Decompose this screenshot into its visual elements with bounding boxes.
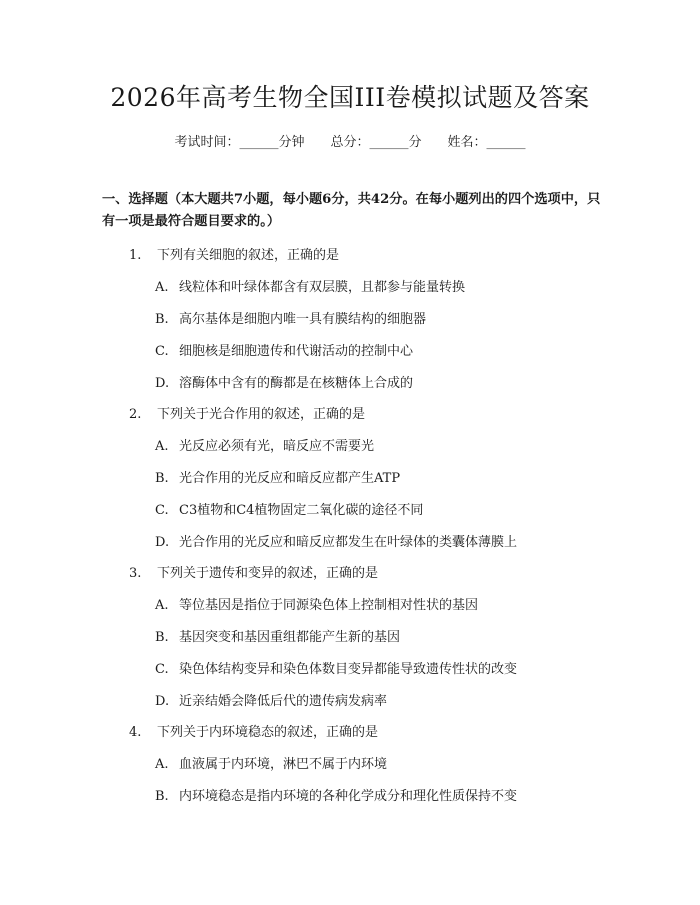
question-1-option-d (155, 372, 413, 391)
option-letter: B. (155, 312, 169, 327)
option-letter: B. (155, 789, 169, 804)
question-3-option-d (155, 690, 387, 709)
question-stem: 下列关于光合作用的叙述，正确的是 (157, 407, 366, 422)
question-1-option-b (155, 308, 426, 327)
question-3-option-a (155, 594, 478, 613)
page-title: 2026年高考生物全国III卷模拟试题及答案 (110, 83, 590, 112)
exam-meta (0, 131, 700, 150)
total-score-field: 总分：______分 (330, 135, 422, 150)
option-text: 溶酶体中含有的酶都是在核糖体上合成的 (179, 376, 414, 391)
option-text: 光合作用的光反应和暗反应都发生在叶绿体的类囊体薄膜上 (179, 535, 518, 550)
question-3 (129, 562, 378, 581)
option-text: 线粒体和叶绿体都含有双层膜，且都参与能量转换 (179, 280, 466, 295)
option-text: 染色体结构变异和染色体数目变异都能导致遗传性状的改变 (179, 662, 518, 677)
option-text: 光合作用的光反应和暗反应都产生ATP (179, 471, 401, 486)
student-name-field: 姓名：______ (447, 135, 526, 150)
question-stem: 下列有关细胞的叙述，正确的是 (157, 248, 340, 263)
option-letter: A. (155, 280, 169, 295)
question-number: 1. (129, 248, 142, 263)
question-4 (129, 721, 378, 740)
question-2 (129, 403, 365, 422)
option-letter: D. (155, 694, 170, 709)
option-letter: B. (155, 471, 169, 486)
option-text: 等位基因是指位于同源染色体上控制相对性状的基因 (179, 598, 479, 613)
option-letter: B. (155, 630, 169, 645)
option-text: C3植物和C4植物固定二氧化碳的途径不同 (179, 503, 424, 518)
question-4-option-a (155, 753, 387, 772)
question-stem: 下列关于内环境稳态的叙述，正确的是 (157, 725, 379, 740)
question-2-option-a (155, 435, 374, 454)
option-letter: A. (155, 757, 169, 772)
option-letter: D. (155, 535, 170, 550)
option-text: 近亲结婚会降低后代的遗传病发病率 (179, 694, 388, 709)
question-1-option-a (155, 276, 465, 295)
question-4-option-b (155, 785, 517, 804)
option-text: 血液属于内环境，淋巴不属于内环境 (179, 757, 388, 772)
question-number: 3. (129, 566, 142, 581)
option-letter: A. (155, 439, 169, 454)
option-text: 基因突变和基因重组都能产生新的基因 (179, 630, 401, 645)
question-2-option-d (155, 531, 517, 550)
option-letter: D. (155, 376, 170, 391)
question-3-option-b (155, 626, 400, 645)
option-letter: A. (155, 598, 169, 613)
exam-time-field: 考试时间：______分钟 (174, 135, 305, 150)
option-letter: C. (155, 344, 169, 359)
question-1 (129, 244, 339, 263)
question-number: 2. (129, 407, 142, 422)
option-letter: C. (155, 662, 169, 677)
question-2-option-c (155, 499, 423, 518)
question-3-option-c (155, 658, 517, 677)
question-2-option-b (155, 467, 400, 486)
option-text: 高尔基体是细胞内唯一具有膜结构的细胞器 (179, 312, 427, 327)
question-number: 4. (129, 725, 142, 740)
option-text: 光反应必须有光，暗反应不需要光 (179, 439, 375, 454)
option-text: 内环境稳态是指内环境的各种化学成分和理化性质保持不变 (179, 789, 518, 804)
option-letter: C. (155, 503, 169, 518)
section-heading: 一、选择题（本大题共7小题，每小题6分，共42分。在每小题列出的四个选项中，只有一项是最符合题目要求的。） (102, 192, 601, 229)
option-text: 细胞核是细胞遗传和代谢活动的控制中心 (179, 344, 414, 359)
question-1-option-c (155, 340, 413, 359)
question-stem: 下列关于遗传和变异的叙述，正确的是 (157, 566, 379, 581)
